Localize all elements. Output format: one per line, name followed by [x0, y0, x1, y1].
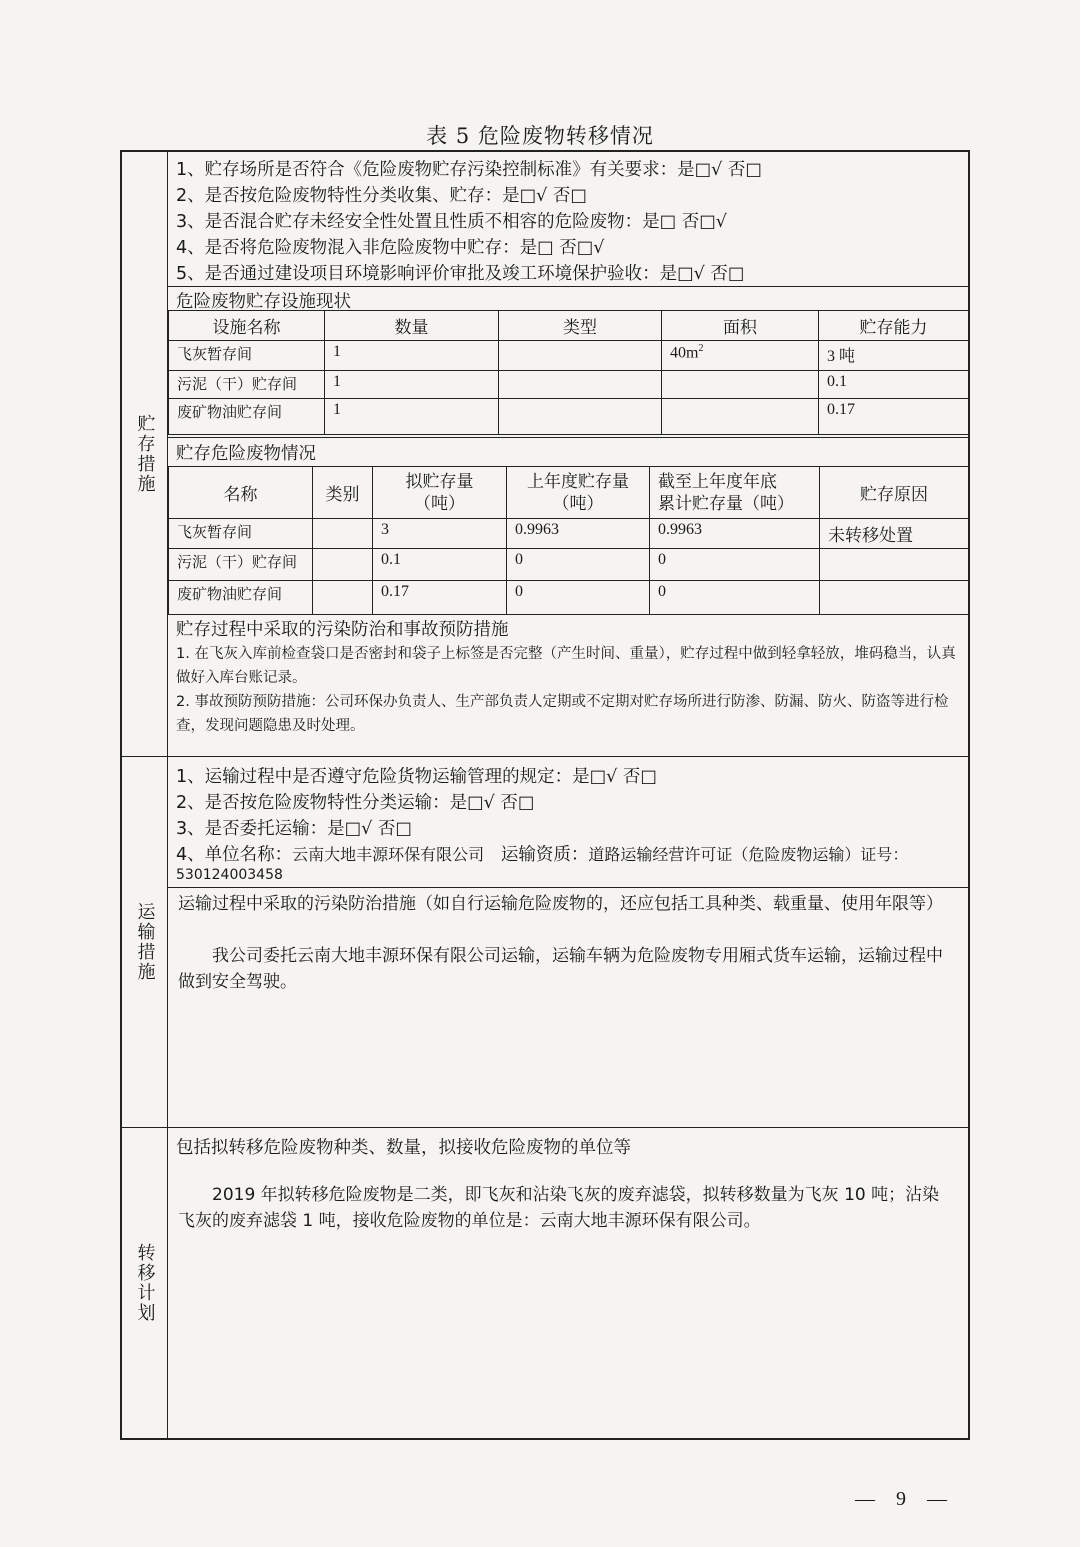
waste-table [168, 466, 969, 615]
cell: 0.17 [373, 581, 507, 615]
plan-section [122, 1128, 968, 1438]
cell: 废矿物油贮存间 [169, 399, 325, 435]
waste-header: 上年度贮存量 （吨） [507, 467, 650, 519]
cell [499, 399, 662, 435]
cell: 3 吨 [819, 341, 969, 371]
cell: 污泥（干）贮存间 [169, 549, 313, 581]
facility-header: 贮存能力 [819, 311, 969, 341]
facility-heading: 危险废物贮存设施现状 [176, 292, 351, 312]
facility-header: 面积 [662, 311, 819, 341]
cell: $40m^2$ [662, 341, 819, 371]
cell: 0 [507, 549, 650, 581]
waste-heading: 贮存危险废物情况 [176, 444, 316, 464]
cell: 3 [373, 519, 507, 549]
transport-measures-heading: 运输过程中采取的污染防治措施（如自行运输危险废物的，还应包括工具种类、载重量、使用年限等） [178, 894, 943, 914]
table-row [169, 519, 969, 549]
transfer-table [120, 150, 970, 1440]
storage-measures-heading: 贮存过程中采取的污染防治和事故预防措施 [176, 620, 509, 640]
cell [662, 371, 819, 399]
cell [820, 581, 969, 615]
cell: 0.1 [819, 371, 969, 399]
transport-unit-line: 4、单位名称：云南大地丰源环保有限公司 运输资质：道路运输经营许可证（危险废物运输）证号： [176, 845, 909, 865]
cell [499, 371, 662, 399]
cert-number: 530124003458 [176, 867, 283, 883]
cell: 0 [507, 581, 650, 615]
page-number: — 9 — [855, 1488, 955, 1510]
cell [313, 549, 373, 581]
storage-check-2: 2、是否按危险废物特性分类收集、贮存：是□√ 否□ [176, 186, 587, 206]
plan-text: 2019 年拟转移危险废物是二类，即飞灰和沾染飞灰的废弃滤袋，拟转移数量为飞灰 10 吨；沾染飞灰的废弃滤袋 1 吨，接收危险废物的单位是：云南大地丰源环保有限公司。 [178, 1185, 940, 1231]
cell: 废矿物油贮存间 [169, 581, 313, 615]
cell: 0.9963 [650, 519, 820, 549]
table-row [169, 549, 969, 581]
cell: 污泥（干）贮存间 [169, 371, 325, 399]
waste-header: 名称 [169, 467, 313, 519]
waste-header: 截至上年度年底 累计贮存量（吨） [650, 467, 820, 519]
plan-heading: 包括拟转移危险废物种类、数量，拟接收危险废物的单位等 [176, 1138, 631, 1158]
storage-check-4: 4、是否将危险废物混入非危险废物中贮存：是□ 否□√ [176, 238, 605, 258]
cell: 0 [650, 549, 820, 581]
storage-section [122, 152, 968, 756]
cell [313, 581, 373, 615]
cell: 0 [650, 581, 820, 615]
plan-label: 转移计划 [122, 1128, 168, 1438]
facility-header: 数量 [325, 311, 499, 341]
cell: 1 [325, 341, 499, 371]
facility-table [168, 310, 969, 435]
waste-header: 类别 [313, 467, 373, 519]
storage-measure-1: 1. 在飞灰入库前检查袋口是否密封和袋子上标签是否完整（产生时间、重量），贮存过程中做到轻拿轻放，堆码稳当，认真做好入库台账记录。 [176, 646, 956, 686]
cell [313, 519, 373, 549]
cell [662, 399, 819, 435]
cell [820, 549, 969, 581]
storage-check-3: 3、是否混合贮存未经安全性处置且性质不相容的危险废物：是□ 否□√ [176, 212, 727, 232]
transport-check-3: 3、是否委托运输：是□√ 否□ [176, 819, 412, 839]
cell: 未转移处置 [820, 519, 969, 549]
table-row [169, 399, 969, 435]
table-row [169, 371, 969, 399]
cell: 0.1 [373, 549, 507, 581]
cell: 0.9963 [507, 519, 650, 549]
cell: 1 [325, 371, 499, 399]
transport-check-2: 2、是否按危险废物特性分类运输：是□√ 否□ [176, 793, 535, 813]
cell: 1 [325, 399, 499, 435]
facility-header: 设施名称 [169, 311, 325, 341]
transport-section [122, 757, 968, 1127]
storage-measure-2: 2. 事故预防预防措施：公司环保办负责人、生产部负责人定期或不定期对贮存场所进行防渗、防漏、防火、防盗等进行检查，发现问题隐患及时处理。 [176, 694, 949, 734]
cell: 飞灰暂存间 [169, 519, 313, 549]
cell: 0.17 [819, 399, 969, 435]
transport-label: 运输措施 [122, 757, 168, 1127]
storage-check-1: 1、贮存场所是否符合《危险废物贮存污染控制标准》有关要求：是□√ 否□ [176, 160, 762, 180]
waste-header: 贮存原因 [820, 467, 969, 519]
waste-header: 拟贮存量 （吨） [373, 467, 507, 519]
storage-check-5: 5、是否通过建设项目环境影响评价审批及竣工环境保护验收：是□√ 否□ [176, 264, 745, 284]
cell [499, 341, 662, 371]
transport-measures-text: 我公司委托云南大地丰源环保有限公司运输，运输车辆为危险废物专用厢式货车运输，运输过程中做到安全驾驶。 [178, 946, 943, 992]
transport-check-1: 1、运输过程中是否遵守危险货物运输管理的规定：是□√ 否□ [176, 767, 657, 787]
table-row [169, 341, 969, 371]
storage-label: 贮存措施 [122, 152, 168, 756]
table-row [169, 581, 969, 615]
facility-header: 类型 [499, 311, 662, 341]
page-title: 表 5 危险废物转移情况 [426, 124, 654, 148]
cell: 飞灰暂存间 [169, 341, 325, 371]
